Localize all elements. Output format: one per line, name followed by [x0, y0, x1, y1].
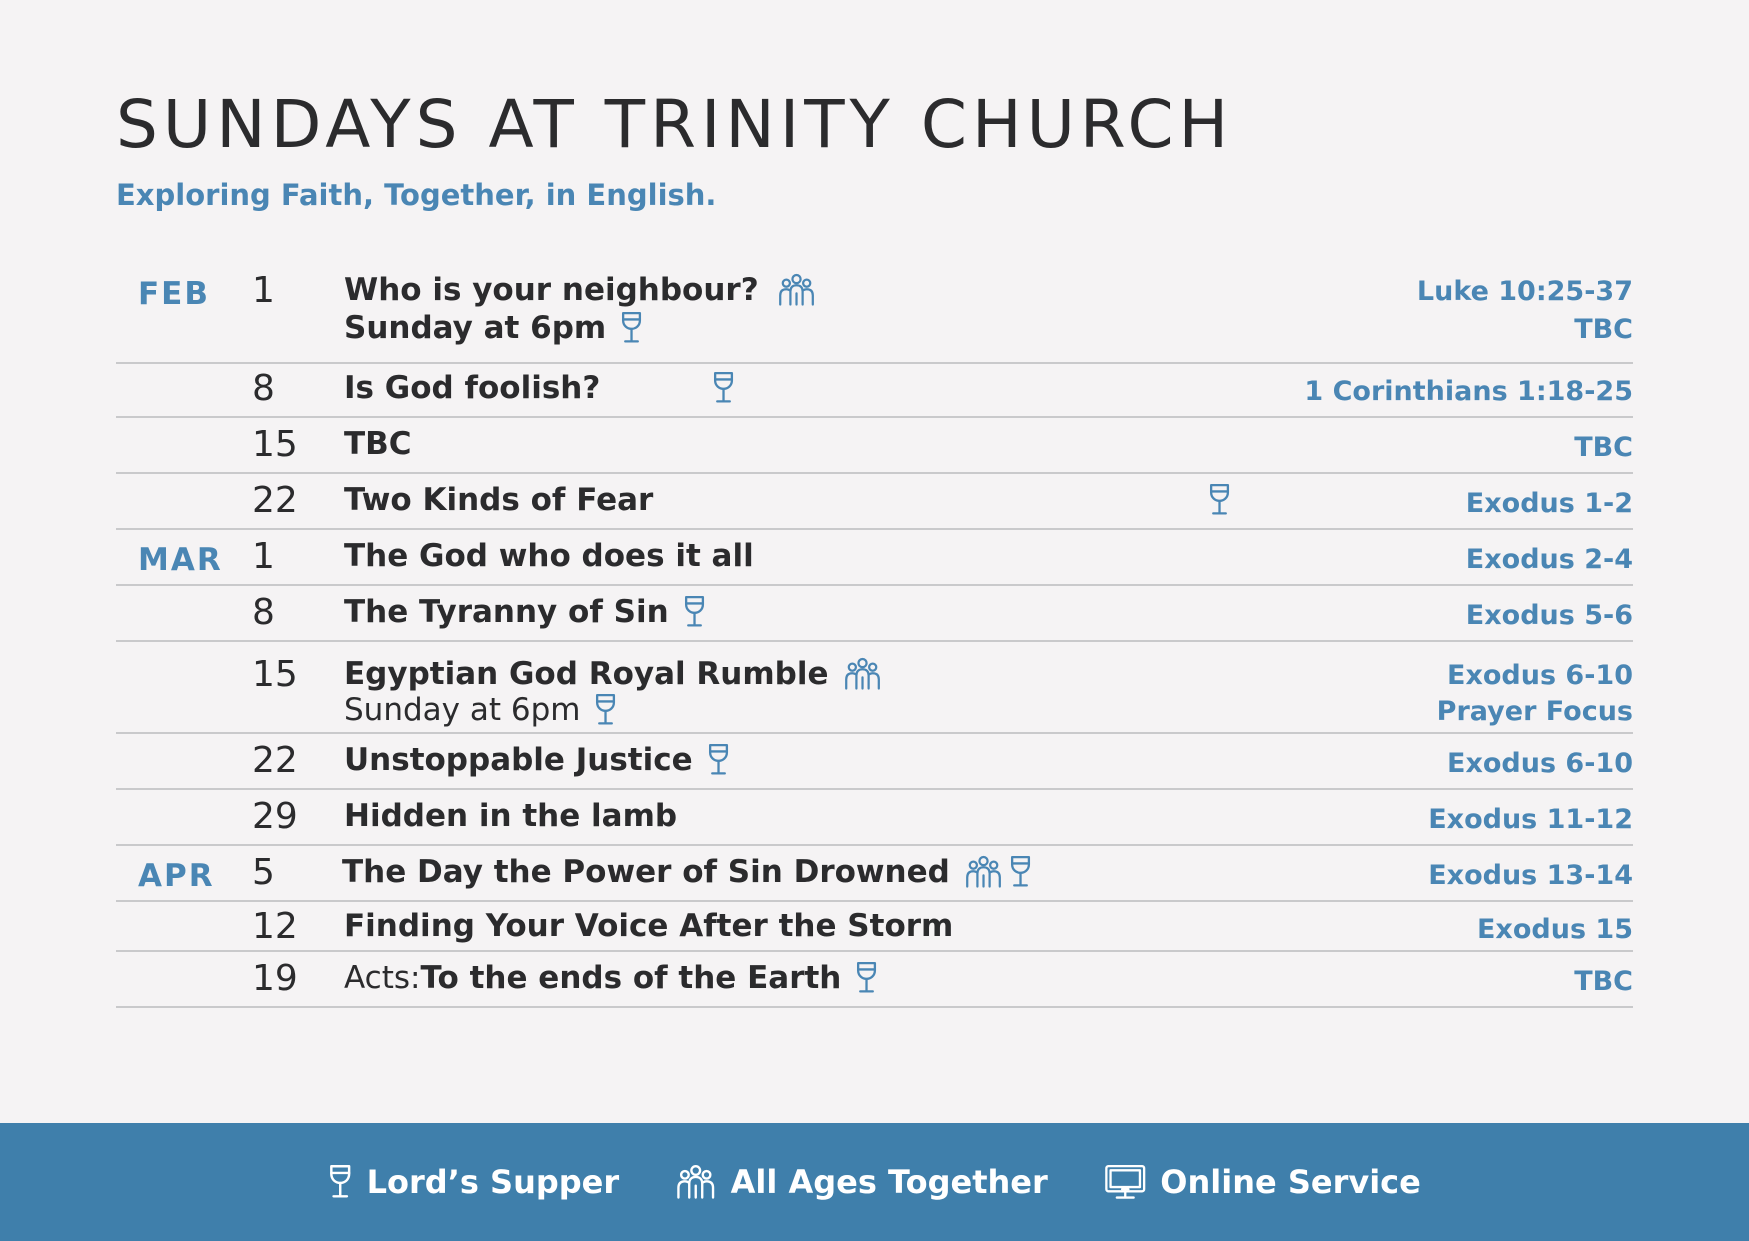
day-number: 29 — [252, 796, 298, 837]
sermon-title: Hidden in the lamb — [344, 798, 678, 834]
schedule-row — [116, 734, 1633, 790]
schedule-row — [116, 846, 1633, 902]
day-number: 15 — [252, 424, 298, 465]
scripture-reference: Exodus 6-10 — [1447, 660, 1633, 691]
day-number: 15 — [252, 654, 298, 695]
sermon-line — [344, 310, 643, 346]
evening-service-label: Sunday at 6pm — [344, 692, 581, 728]
page-title: SUNDAYS AT TRINITY CHURCH — [116, 86, 1234, 163]
day-number: 8 — [252, 368, 275, 409]
sermon-title: To the ends of the Earth — [420, 960, 842, 996]
scripture-reference: 1 Corinthians 1:18-25 — [1304, 376, 1633, 407]
schedule-row — [116, 258, 1633, 364]
legend-bar — [0, 1123, 1749, 1241]
day-number: 1 — [252, 536, 275, 577]
lords-supper-icon — [594, 693, 617, 727]
day-number: 1 — [252, 270, 275, 311]
scripture-reference: Luke 10:25-37 — [1416, 276, 1633, 307]
scripture-reference: Exodus 1-2 — [1465, 488, 1633, 519]
month-label: APR — [138, 858, 215, 894]
sermon-line — [342, 854, 1032, 890]
sermon-line — [344, 798, 677, 834]
sermon-line — [344, 960, 878, 996]
lords-supper-icon — [707, 743, 730, 777]
schedule-row — [116, 790, 1633, 846]
scripture-reference: Prayer Focus — [1436, 696, 1633, 727]
page-subtitle: Exploring Faith, Together, in English. — [116, 178, 717, 212]
sermon-title: Who is your neighbour? — [344, 272, 759, 308]
legend-label: All Ages Together — [730, 1163, 1048, 1201]
sermon-line — [344, 742, 730, 778]
day-number: 5 — [252, 852, 275, 893]
all-ages-together-icon — [843, 657, 882, 691]
sermon-line — [344, 482, 1231, 518]
day-number: 8 — [252, 592, 275, 633]
month-label: FEB — [138, 276, 210, 312]
sermon-line — [344, 426, 412, 462]
scripture-reference: Exodus 15 — [1476, 914, 1633, 945]
day-number: 12 — [252, 906, 298, 947]
online-service-icon — [1104, 1164, 1147, 1200]
scripture-reference: Exodus 11-12 — [1428, 804, 1633, 835]
sermon-line — [344, 538, 754, 574]
lords-supper-icon — [328, 1164, 352, 1200]
scripture-reference: TBC — [1574, 432, 1633, 463]
all-ages-together-icon — [777, 273, 816, 307]
lords-supper-icon — [683, 595, 706, 629]
legend-item — [328, 1163, 619, 1201]
day-number: 19 — [252, 958, 298, 999]
lords-supper-icon — [855, 961, 878, 995]
sermon-title: Finding Your Voice After the Storm — [344, 908, 954, 944]
legend-item — [675, 1163, 1048, 1201]
lords-supper-icon — [1208, 483, 1231, 517]
sermon-title: TBC — [344, 426, 412, 462]
day-number: 22 — [252, 480, 298, 521]
legend-item — [1104, 1163, 1421, 1201]
sermon-line — [344, 370, 735, 406]
sermon-series-prefix: Acts: — [344, 960, 421, 996]
lords-supper-icon — [620, 311, 643, 345]
sermon-line — [344, 908, 953, 944]
scripture-reference: Exodus 2-4 — [1465, 544, 1633, 575]
schedule-row — [116, 418, 1633, 474]
schedule-row — [116, 642, 1633, 734]
schedule-row — [116, 530, 1633, 586]
legend-label: Lord’s Supper — [366, 1163, 620, 1201]
sermon-line — [344, 272, 816, 308]
day-number: 22 — [252, 740, 298, 781]
schedule-row — [116, 586, 1633, 642]
sermon-title: The Tyranny of Sin — [344, 594, 669, 630]
scripture-reference: Exodus 13-14 — [1428, 860, 1633, 891]
sermon-title: The God who does it all — [344, 538, 754, 574]
legend-label: Online Service — [1160, 1163, 1421, 1201]
schedule-row — [116, 952, 1633, 1008]
sermon-title: Egyptian God Royal Rumble — [344, 656, 829, 692]
sermon-line — [344, 656, 882, 692]
schedule-row — [116, 902, 1633, 952]
sermon-title: Unstoppable Justice — [344, 742, 693, 778]
schedule-row — [116, 364, 1633, 418]
lords-supper-icon — [712, 371, 735, 405]
lords-supper-icon — [1009, 855, 1032, 889]
schedule-table — [116, 258, 1633, 1008]
sermon-title: Is God foolish? — [344, 370, 601, 406]
evening-service-label: Sunday at 6pm — [344, 310, 607, 346]
scripture-reference: Exodus 5-6 — [1465, 600, 1633, 631]
month-label: MAR — [138, 542, 223, 578]
sermon-line — [344, 692, 617, 728]
sermon-title: Two Kinds of Fear — [344, 482, 654, 518]
schedule-row — [116, 474, 1633, 530]
sermon-line — [344, 594, 706, 630]
scripture-reference: TBC — [1574, 966, 1633, 997]
scripture-reference: TBC — [1574, 314, 1633, 345]
all-ages-together-icon — [675, 1164, 716, 1200]
sermon-title: The Day the Power of Sin Drowned — [342, 854, 950, 890]
all-ages-together-icon — [964, 855, 1003, 889]
scripture-reference: Exodus 6-10 — [1447, 748, 1633, 779]
